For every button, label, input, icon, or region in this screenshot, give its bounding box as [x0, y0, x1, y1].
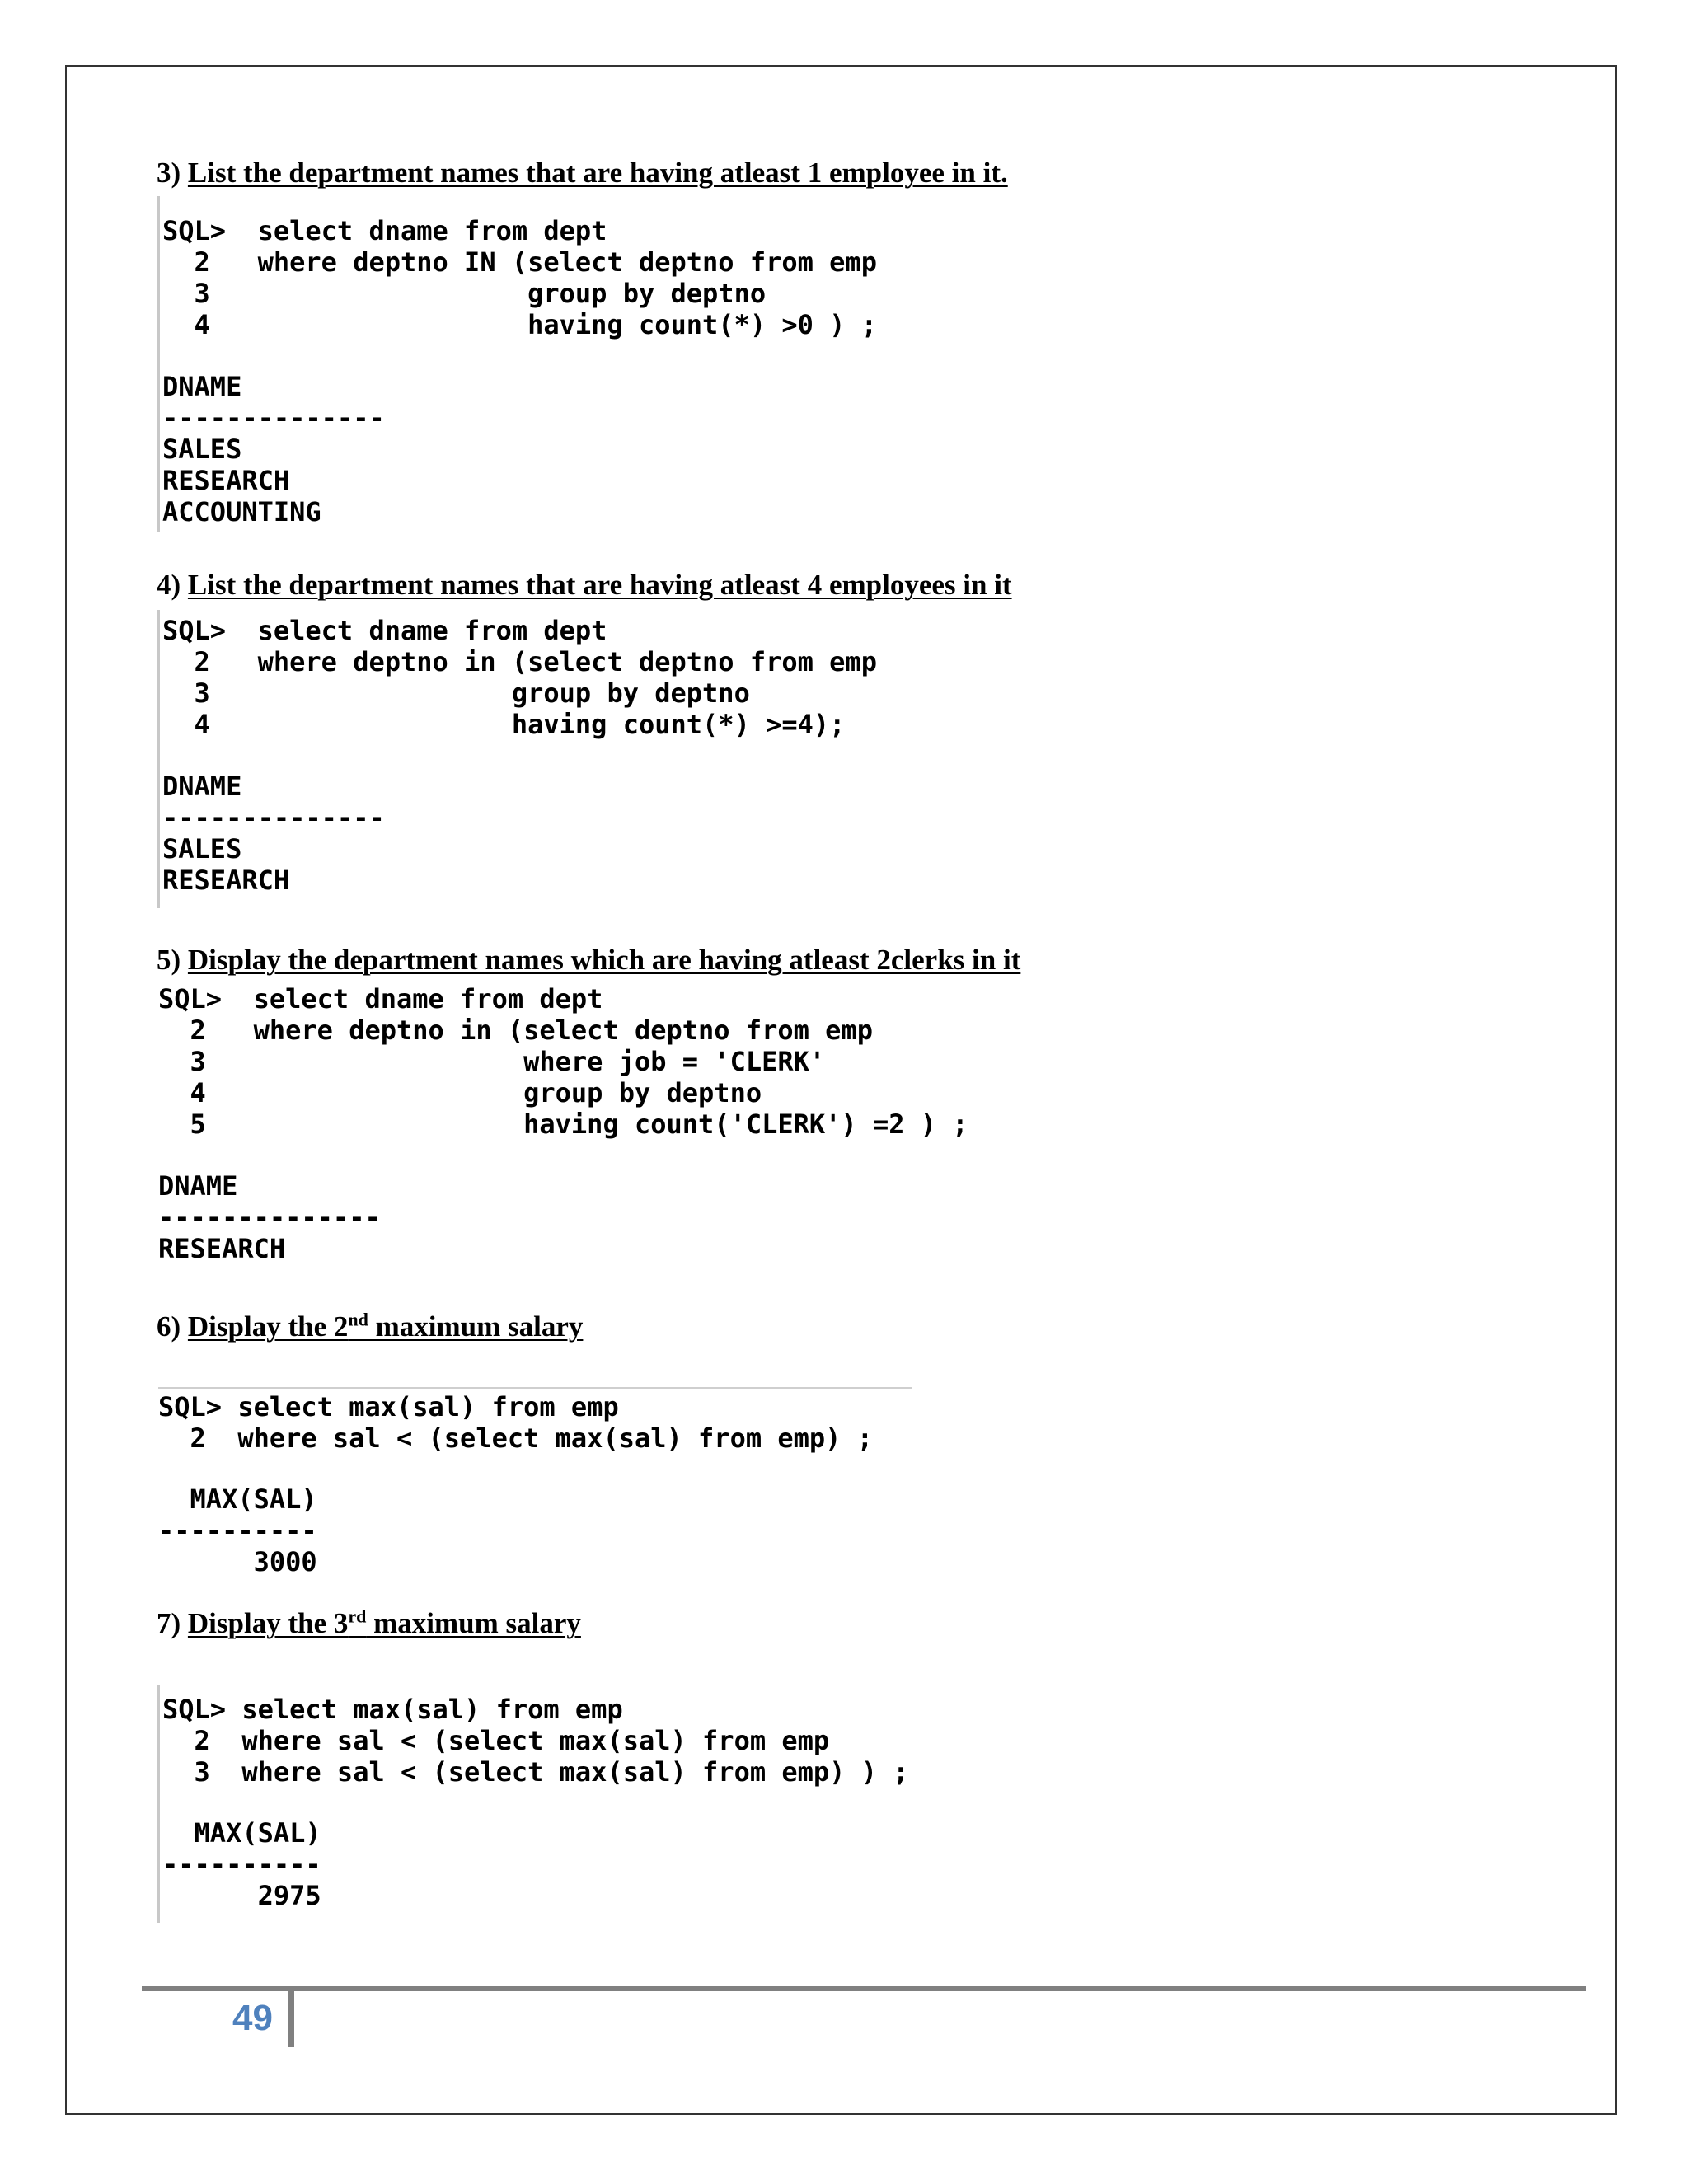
section-3-title: List the department names that are having atleast 1 employee in it. [187, 157, 1008, 189]
footer-divider [288, 1991, 294, 2047]
section-7-code-bar [157, 1685, 160, 1923]
section-3-query: SQL> select dname from dept 2 where deptno IN (select deptno from emp 3 group by deptno 4 having count(*) >0 ) ; [162, 215, 877, 340]
section-5-query: SQL> select dname from dept 2 where deptno in (select deptno from emp 3 where job = 'CLERK' 4 group by deptno 5 having count('CLERK') =2 ) ; [158, 983, 968, 1140]
section-4-result: DNAME -------------- SALES RESEARCH [162, 771, 385, 896]
section-7-result: MAX(SAL) ---------- 2975 [162, 1817, 321, 1911]
page-number: 49 [232, 1998, 273, 2038]
section-6-result: MAX(SAL) ---------- 3000 [158, 1483, 317, 1577]
section-4-heading [157, 569, 1012, 602]
section-7-title-post: maximum salary [366, 1607, 581, 1639]
section-6-rule [158, 1387, 912, 1389]
section-4-title: List the department names that are having atleast 4 employees in it [187, 569, 1012, 601]
section-6-title-pre: Display the 2 [187, 1310, 349, 1343]
section-7-title-pre: Display the 3 [187, 1607, 349, 1639]
section-6-title-post: maximum salary [368, 1310, 584, 1343]
section-4-query: SQL> select dname from dept 2 where deptno in (select deptno from emp 3 group by deptno 4 having count(*) >=4); [162, 615, 877, 740]
section-6-title-sup: nd [348, 1309, 368, 1330]
section-6-heading [157, 1310, 583, 1343]
section-3-number: 3) [157, 157, 181, 189]
section-7-number: 7) [157, 1607, 181, 1639]
section-7-heading [157, 1607, 581, 1640]
section-4-number: 4) [157, 569, 181, 601]
section-3-heading [157, 157, 1008, 190]
section-5-heading [157, 944, 1020, 977]
section-5-result: DNAME -------------- RESEARCH [158, 1170, 381, 1264]
footer-rule [142, 1986, 1586, 1991]
section-3-result: DNAME -------------- SALES RESEARCH ACCOUNTING [162, 371, 385, 527]
section-6-number: 6) [157, 1310, 181, 1343]
section-4-code-bar [157, 610, 160, 908]
section-3-code-bar [157, 196, 160, 532]
section-5-number: 5) [157, 944, 181, 976]
section-7-title-sup: rd [348, 1605, 367, 1627]
section-5-title: Display the department names which are having atleast 2clerks in it [187, 944, 1021, 976]
section-6-query: SQL> select max(sal) from emp 2 where sal < (select max(sal) from emp) ; [158, 1391, 873, 1454]
section-7-query: SQL> select max(sal) from emp 2 where sal < (select max(sal) from emp 3 where sal < (select max(sal) from emp) ) ; [162, 1694, 909, 1788]
